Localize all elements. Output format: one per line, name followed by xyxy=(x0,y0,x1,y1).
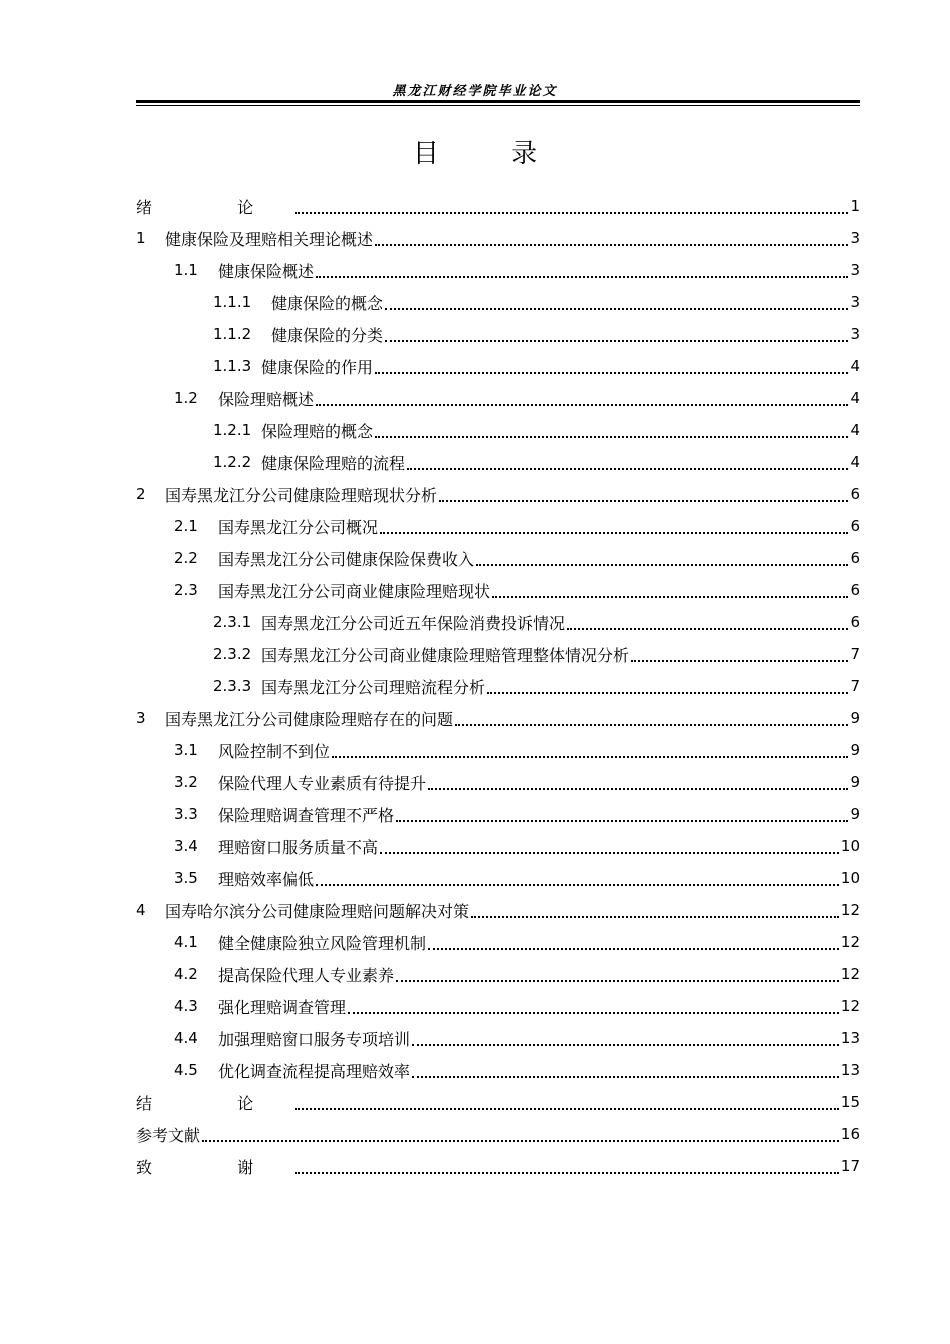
toc-entry-page: 10 xyxy=(840,869,860,887)
toc-entry-number: 4.4 xyxy=(174,1029,198,1047)
toc-leader-dots xyxy=(375,226,848,246)
toc-leader-dots xyxy=(455,706,848,726)
toc-entry-references[interactable] xyxy=(136,1118,860,1150)
toc-entry-number: 4.1 xyxy=(174,933,198,951)
toc-entry-subsection-1-2-1[interactable] xyxy=(136,414,860,446)
toc-entry-number: 1.1.1 xyxy=(213,293,252,311)
toc-leader-dots xyxy=(202,1122,839,1142)
toc-entry-text: 国寿哈尔滨分公司健康险理赔问题解决对策 xyxy=(165,901,470,921)
toc-entry-section-3-3[interactable] xyxy=(136,798,860,830)
toc-entry-number: 3.2 xyxy=(174,773,198,791)
toc-entry-acknowledgements[interactable] xyxy=(136,1150,860,1182)
toc-entry-text: 健康保险的分类 xyxy=(271,325,384,345)
toc-entry-text: 健康保险概述 xyxy=(218,261,315,281)
toc-entry-chapter-3[interactable] xyxy=(136,702,860,734)
running-header-title: 黑龙江财经学院毕业论文 xyxy=(392,84,558,99)
toc-entry-text: 国寿黑龙江分公司健康保险保费收入 xyxy=(218,549,475,569)
toc-entry-section-4-1[interactable] xyxy=(136,926,860,958)
toc-entry-number: 4.5 xyxy=(174,1061,198,1079)
toc-leader-dots xyxy=(428,930,839,950)
toc-entry-text: 健康保险的概念 xyxy=(271,293,384,313)
toc-entry-section-4-5[interactable] xyxy=(136,1054,860,1086)
toc-entry-introduction[interactable] xyxy=(136,190,860,222)
toc-entry-text: 国寿黑龙江分公司概况 xyxy=(218,517,379,537)
toc-entry-page: 9 xyxy=(850,805,860,823)
toc-entry-text: 国寿黑龙江分公司健康险理赔存在的问题 xyxy=(165,709,454,729)
toc-entry-page: 6 xyxy=(850,549,860,567)
toc-entry-number: 4.2 xyxy=(174,965,198,983)
toc-leader-dots xyxy=(396,802,848,822)
toc-leader-dots xyxy=(316,258,848,278)
toc-entry-text: 强化理赔调查管理 xyxy=(218,997,347,1017)
toc-entry-number: 1.1.2 xyxy=(213,325,252,343)
toc-leader-dots xyxy=(631,642,848,662)
toc-entry-section-1-1[interactable] xyxy=(136,254,860,286)
toc-entry-page: 6 xyxy=(850,485,860,503)
toc-leader-dots xyxy=(412,1026,839,1046)
toc-leader-dots xyxy=(375,418,848,438)
toc-entry-subsection-1-2-2[interactable] xyxy=(136,446,860,478)
toc-entry-text: 国寿黑龙江分公司理赔流程分析 xyxy=(261,677,486,697)
toc-entry-page: 3 xyxy=(850,293,860,311)
toc-entry-section-2-1[interactable] xyxy=(136,510,860,542)
toc-entry-number: 2.3 xyxy=(174,581,198,599)
toc-entry-number: 2.3.1 xyxy=(213,613,252,631)
toc-entry-text: 保险理赔概述 xyxy=(218,389,315,409)
toc-entry-page: 9 xyxy=(850,741,860,759)
toc-entry-section-2-2[interactable] xyxy=(136,542,860,574)
toc-entry-page: 6 xyxy=(850,517,860,535)
toc-leader-dots xyxy=(487,674,848,694)
toc-entry-text: 国寿黑龙江分公司健康险理赔现状分析 xyxy=(165,485,438,505)
toc-entry-section-3-4[interactable] xyxy=(136,830,860,862)
toc-entry-number: 1.1 xyxy=(174,261,198,279)
toc-entry-section-2-3[interactable] xyxy=(136,574,860,606)
toc-entry-page: 13 xyxy=(840,1029,860,1047)
toc-entry-number: 4 xyxy=(136,901,146,919)
toc-entry-subsection-2-3-3[interactable] xyxy=(136,670,860,702)
toc-entry-page: 16 xyxy=(840,1125,860,1143)
toc-leader-dots xyxy=(316,386,848,406)
toc-entry-page: 10 xyxy=(840,837,860,855)
toc-entry-chapter-4[interactable] xyxy=(136,894,860,926)
toc-entry-section-3-2[interactable] xyxy=(136,766,860,798)
toc-entry-page: 3 xyxy=(850,325,860,343)
toc-leader-dots xyxy=(375,354,848,374)
toc-entry-number: 1 xyxy=(136,229,146,247)
toc-entry-number: 2.3.3 xyxy=(213,677,252,695)
toc-entry-conclusion[interactable] xyxy=(136,1086,860,1118)
toc-leader-dots xyxy=(332,738,848,758)
toc-leader-dots xyxy=(567,610,848,630)
toc-entry-subsection-2-3-2[interactable] xyxy=(136,638,860,670)
toc-entry-text: 保险理赔的概念 xyxy=(261,421,374,441)
header-rule-thick xyxy=(136,100,860,103)
toc-entry-chapter-1[interactable] xyxy=(136,222,860,254)
toc-entry-text: 健全健康险独立风险管理机制 xyxy=(218,933,427,953)
toc-entry-text: 国寿黑龙江分公司商业健康险理赔现状 xyxy=(218,581,491,601)
toc-entry-number: 2.1 xyxy=(174,517,198,535)
toc-leader-dots xyxy=(385,322,848,342)
toc-entry-text: 理赔窗口服务质量不高 xyxy=(218,837,379,857)
toc-leader-dots xyxy=(439,482,848,502)
toc-entry-chapter-2[interactable] xyxy=(136,478,860,510)
toc-entry-page: 12 xyxy=(840,965,860,983)
toc-entry-page: 12 xyxy=(840,933,860,951)
toc-entry-page: 4 xyxy=(850,421,860,439)
toc-entry-page: 3 xyxy=(850,261,860,279)
toc-entry-text: 健康保险及理赔相关理论概述 xyxy=(165,229,374,249)
toc-leader-dots xyxy=(295,194,848,214)
toc-entry-text: 国寿黑龙江分公司商业健康险理赔管理整体情况分析 xyxy=(261,645,630,665)
toc-entry-page: 6 xyxy=(850,613,860,631)
toc-entry-page: 7 xyxy=(850,645,860,663)
toc-entry-page: 1 xyxy=(850,197,860,215)
table-of-contents xyxy=(136,190,860,1182)
toc-entry-text: 国寿黑龙江分公司近五年保险消费投诉情况 xyxy=(261,613,566,633)
toc-entry-text: 健康保险理赔的流程 xyxy=(261,453,406,473)
toc-entry-page: 9 xyxy=(850,709,860,727)
toc-entry-number: 1.2.1 xyxy=(213,421,252,439)
toc-entry-text: 绪 论 xyxy=(136,197,294,217)
toc-entry-section-4-2[interactable] xyxy=(136,958,860,990)
toc-entry-text: 优化调查流程提高理赔效率 xyxy=(218,1061,411,1081)
toc-entry-page: 12 xyxy=(840,997,860,1015)
toc-entry-number: 1.2.2 xyxy=(213,453,252,471)
toc-entry-number: 3.1 xyxy=(174,741,198,759)
toc-entry-page: 17 xyxy=(840,1157,860,1175)
toc-leader-dots xyxy=(476,546,848,566)
toc-leader-dots xyxy=(492,578,848,598)
toc-entry-text: 参考文献 xyxy=(136,1125,201,1145)
toc-entry-page: 13 xyxy=(840,1061,860,1079)
toc-entry-number: 1.2 xyxy=(174,389,198,407)
toc-entry-number: 3.4 xyxy=(174,837,198,855)
toc-entry-subsection-1-1-1[interactable] xyxy=(136,286,860,318)
toc-entry-page: 15 xyxy=(840,1093,860,1111)
toc-entry-page: 7 xyxy=(850,677,860,695)
toc-entry-text: 保险代理人专业素质有待提升 xyxy=(218,773,427,793)
toc-entry-page: 3 xyxy=(850,229,860,247)
toc-entry-number: 3.3 xyxy=(174,805,198,823)
toc-entry-page: 4 xyxy=(850,453,860,471)
toc-entry-number: 2.2 xyxy=(174,549,198,567)
toc-leader-dots xyxy=(396,962,839,982)
toc-leader-dots xyxy=(380,514,848,534)
toc-leader-dots xyxy=(428,770,848,790)
toc-entry-section-3-5[interactable] xyxy=(136,862,860,894)
toc-title: 目 录 xyxy=(412,139,570,169)
toc-leader-dots xyxy=(412,1058,839,1078)
toc-entry-page: 9 xyxy=(850,773,860,791)
toc-leader-dots xyxy=(295,1090,839,1110)
toc-leader-dots xyxy=(471,898,839,918)
toc-entry-number: 3.5 xyxy=(174,869,198,887)
toc-leader-dots xyxy=(380,834,839,854)
toc-entry-text: 保险理赔调查管理不严格 xyxy=(218,805,395,825)
toc-entry-page: 12 xyxy=(840,901,860,919)
toc-entry-text: 风险控制不到位 xyxy=(218,741,331,761)
toc-entry-text: 健康保险的作用 xyxy=(261,357,374,377)
toc-leader-dots xyxy=(295,1154,839,1174)
toc-entry-text: 提高保险代理人专业素养 xyxy=(218,965,395,985)
toc-entry-subsection-1-1-2[interactable] xyxy=(136,318,860,350)
toc-entry-page: 6 xyxy=(850,581,860,599)
toc-entry-number: 2 xyxy=(136,485,146,503)
header-rule-thin xyxy=(136,105,860,106)
toc-entry-section-4-3[interactable] xyxy=(136,990,860,1022)
toc-entry-page: 4 xyxy=(850,389,860,407)
toc-entry-number: 4.3 xyxy=(174,997,198,1015)
toc-entry-text: 致 谢 xyxy=(136,1157,294,1177)
toc-entry-section-3-1[interactable] xyxy=(136,734,860,766)
toc-leader-dots xyxy=(407,450,848,470)
toc-entry-section-4-4[interactable] xyxy=(136,1022,860,1054)
toc-entry-number: 2.3.2 xyxy=(213,645,252,663)
toc-entry-text: 结 论 xyxy=(136,1093,294,1113)
toc-entry-page: 4 xyxy=(850,357,860,375)
toc-entry-number: 3 xyxy=(136,709,146,727)
toc-entry-text: 理赔效率偏低 xyxy=(218,869,315,889)
toc-entry-section-1-2[interactable] xyxy=(136,382,860,414)
toc-entry-subsection-1-1-3[interactable] xyxy=(136,350,860,382)
toc-leader-dots xyxy=(385,290,848,310)
toc-leader-dots xyxy=(316,866,839,886)
toc-entry-subsection-2-3-1[interactable] xyxy=(136,606,860,638)
toc-leader-dots xyxy=(348,994,839,1014)
toc-entry-number: 1.1.3 xyxy=(213,357,252,375)
toc-entry-text: 加强理赔窗口服务专项培训 xyxy=(218,1029,411,1049)
